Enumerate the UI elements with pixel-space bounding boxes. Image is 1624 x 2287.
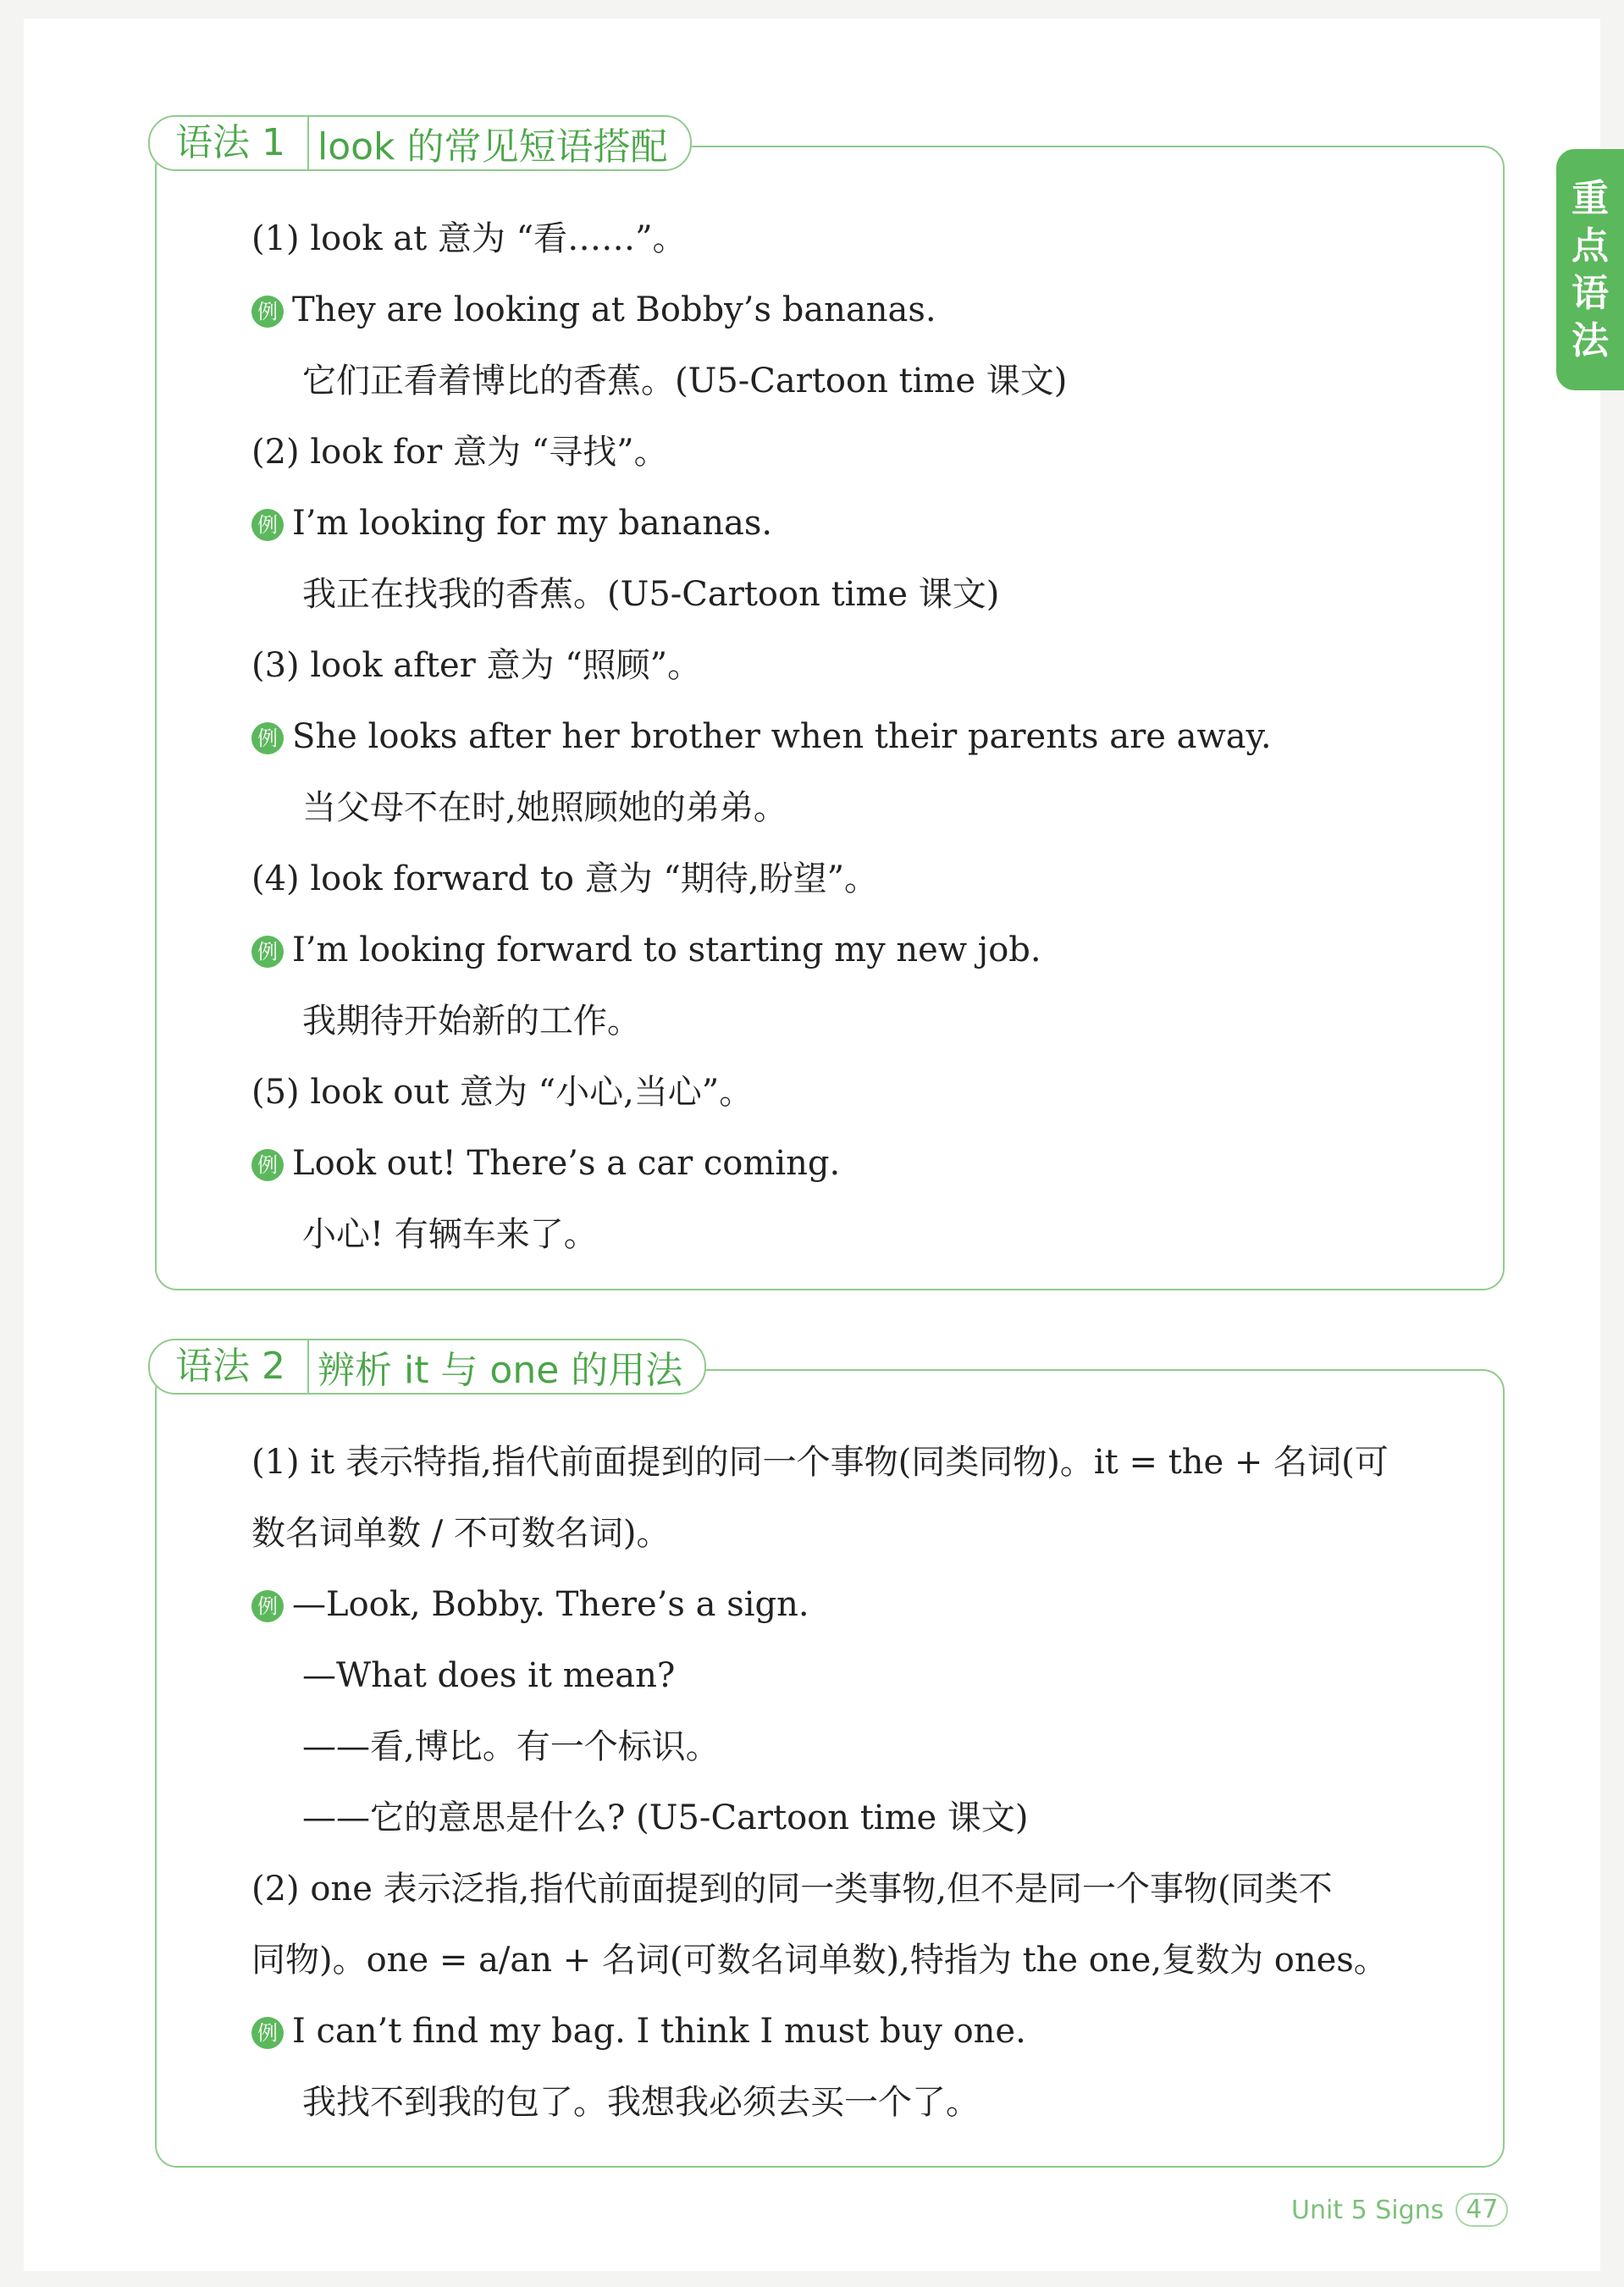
example-text: I’m looking forward to starting my new job. — [292, 931, 1041, 969]
example-icon: 例 — [251, 509, 284, 541]
side-tab-char: 法 — [1572, 318, 1609, 362]
translation-line: 小心! 有辆车来了。 — [302, 1215, 598, 1254]
example-text: I’m looking for my bananas. — [292, 504, 773, 543]
example-line — [251, 1584, 809, 1625]
rule-line: (2) one 表示泛指,指代前面提到的同一类事物,但不是同一个事物(同类不 — [251, 1870, 1333, 1909]
rule-line: (5) look out 意为 “小心,当心”。 — [251, 1073, 754, 1112]
example-text: I can’t find my bag. I think I must buy one. — [292, 2012, 1026, 2051]
translation-line: ——看,博比。有一个标识。 — [302, 1727, 720, 1766]
example-line: —What does it mean? — [302, 1656, 676, 1695]
rule-line: (3) look after 意为 “照顾”。 — [251, 646, 702, 685]
example-icon: 例 — [251, 1149, 284, 1181]
rule-line: (4) look forward to 意为 “期待,盼望”。 — [251, 859, 879, 898]
rule-line: (1) look at 意为 “看……”。 — [251, 219, 687, 258]
example-icon: 例 — [251, 2017, 284, 2049]
side-tab-key-grammar[interactable] — [1556, 149, 1624, 390]
example-line — [251, 930, 1041, 970]
rule-line: (1) it 表示特指,指代前面提到的同一个事物(同类同物)。it = the + 名词(可 — [251, 1443, 1389, 1482]
translation-line: 我期待开始新的工作。 — [302, 1002, 641, 1041]
example-line — [251, 503, 772, 544]
translation-line: 它们正看着博比的香蕉。(U5-Cartoon time 课文) — [302, 362, 1068, 401]
example-line — [251, 716, 1272, 757]
example-line — [251, 2011, 1026, 2052]
side-tab-char: 重 — [1572, 176, 1609, 220]
section-number: 语法 1 — [175, 117, 309, 169]
page-number: 47 — [1456, 2193, 1508, 2227]
section-tab — [148, 115, 692, 171]
translation-line: 我找不到我的包了。我想我必须去买一个了。 — [302, 2083, 980, 2122]
example-line — [251, 1143, 840, 1184]
unit-label: Unit 5 Signs — [1291, 2195, 1444, 2225]
section-title: 辨析 it 与 one 的用法 — [317, 1349, 683, 1392]
rule-line: 数名词单数 / 不可数名词)。 — [251, 1514, 671, 1553]
section-title: look 的常见短语搭配 — [317, 125, 668, 168]
translation-line: 当父母不在时,她照顾她的弟弟。 — [302, 788, 787, 827]
example-icon: 例 — [251, 296, 284, 328]
translation-line: 我正在找我的香蕉。(U5-Cartoon time 课文) — [302, 575, 1000, 614]
section-number: 语法 2 — [175, 1340, 309, 1393]
footer — [1291, 2193, 1508, 2227]
example-text: —Look, Bobby. There’s a sign. — [292, 1585, 809, 1624]
rule-line: 同物)。one = a/an + 名词(可数名词单数),特指为 the one,复数为 ones。 — [251, 1941, 1388, 1980]
example-icon: 例 — [251, 936, 284, 968]
rule-line: (2) look for 意为 “寻找”。 — [251, 433, 668, 472]
side-tab-char: 点 — [1572, 224, 1609, 268]
example-text: Look out! There’s a car coming. — [292, 1144, 841, 1183]
example-line — [251, 290, 936, 330]
example-icon: 例 — [251, 1590, 284, 1622]
side-tab-char: 语 — [1572, 271, 1609, 315]
translation-line: ——它的意思是什么? (U5-Cartoon time 课文) — [302, 1798, 1029, 1837]
section-tab — [148, 1339, 706, 1395]
example-text: She looks after her brother when their parents are away. — [292, 717, 1272, 756]
example-text: They are looking at Bobby’s bananas. — [292, 290, 936, 329]
example-icon: 例 — [251, 722, 284, 754]
